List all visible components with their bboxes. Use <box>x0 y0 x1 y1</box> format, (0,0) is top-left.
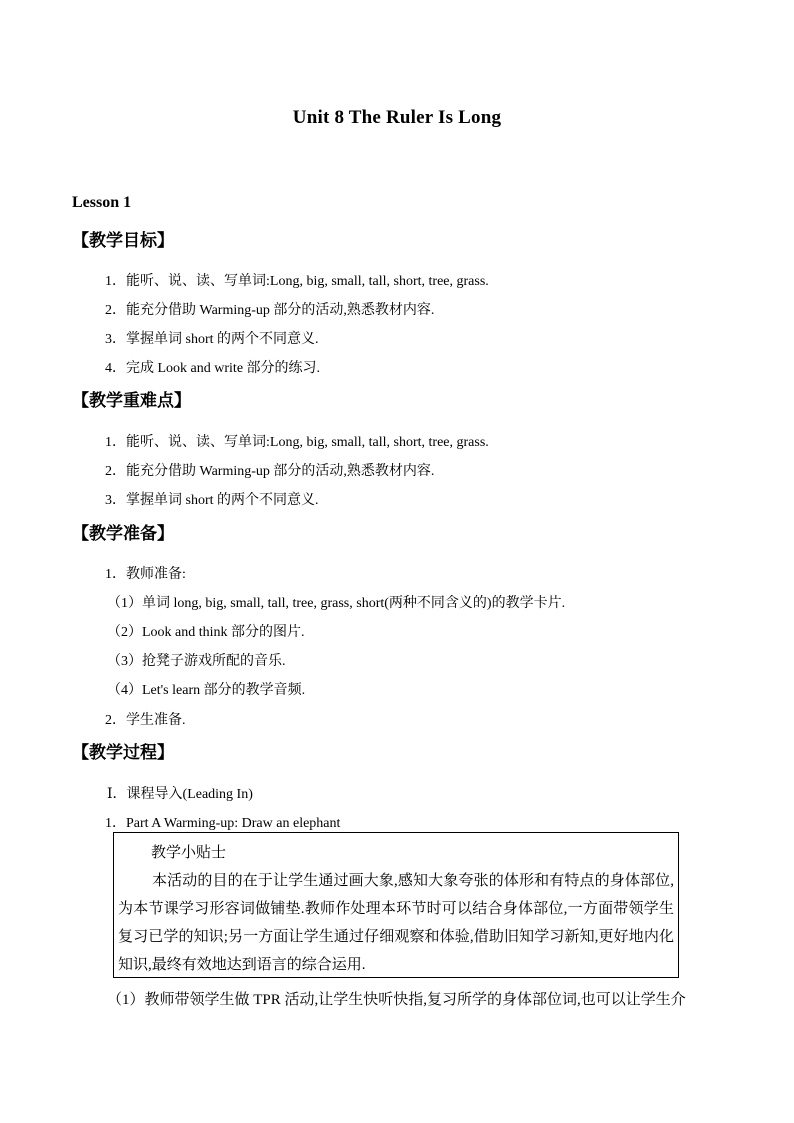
heading-key-points: 【教学重难点】 <box>72 391 191 411</box>
heading-goals: 【教学目标】 <box>72 231 174 251</box>
preparation-item: （1）单词 long, big, small, tall, tree, grass, short(两种不同含义的)的教学卡片. <box>107 596 566 611</box>
key-point-item: 2．能充分借助 Warming-up 部分的活动,熟悉教材内容. <box>105 464 435 479</box>
teaching-tip-box <box>113 832 679 978</box>
goal-item: 1．能听、说、读、写单词:Long, big, small, tall, short, tree, grass. <box>105 274 489 289</box>
preparation-item: （3）抢凳子游戏所配的音乐. <box>107 654 286 669</box>
heading-preparation: 【教学准备】 <box>72 524 174 544</box>
key-point-item: 3．掌握单词 short 的两个不同意义. <box>105 493 319 508</box>
lesson-label: Lesson 1 <box>72 194 132 211</box>
preparation-item: 2．学生准备. <box>105 713 186 728</box>
preparation-item: 1．教师准备: <box>105 567 186 582</box>
key-point-item: 1．能听、说、读、写单词:Long, big, small, tall, short, tree, grass. <box>105 435 489 450</box>
tip-title: 教学小贴士 <box>151 845 227 861</box>
preparation-item: （2）Look and think 部分的图片. <box>107 625 305 640</box>
goal-item: 3．掌握单词 short 的两个不同意义. <box>105 332 319 347</box>
tip-text: 本活动的目的在于让学生通过画大象,感知大象夸张的体形和有特点的身体部位,为本节课学习形容词做铺垫.教师作处理本环节时可以结合身体部位,一方面带领学生复习已学的知识;另一方面让学生通过仔细观察和体验,借助旧知学习新知,更好地内化知识,最终有效地达到语言的综合运用. <box>118 873 674 973</box>
process-item: Ⅰ．课程导入(Leading In) <box>107 787 253 802</box>
goal-item: 4．完成 Look and write 部分的练习. <box>105 361 321 376</box>
process-item: 1．Part A Warming-up: Draw an elephant <box>105 816 341 831</box>
preparation-item: （4）Let's learn 部分的教学音频. <box>107 683 306 698</box>
process-item: （1）教师带领学生做 TPR 活动,让学生快听快指,复习所学的身体部位词,也可以让学生介 <box>107 992 686 1008</box>
heading-process: 【教学过程】 <box>72 743 174 763</box>
goal-item: 2．能充分借助 Warming-up 部分的活动,熟悉教材内容. <box>105 303 435 318</box>
page-title: Unit 8 The Ruler Is Long <box>292 107 502 128</box>
